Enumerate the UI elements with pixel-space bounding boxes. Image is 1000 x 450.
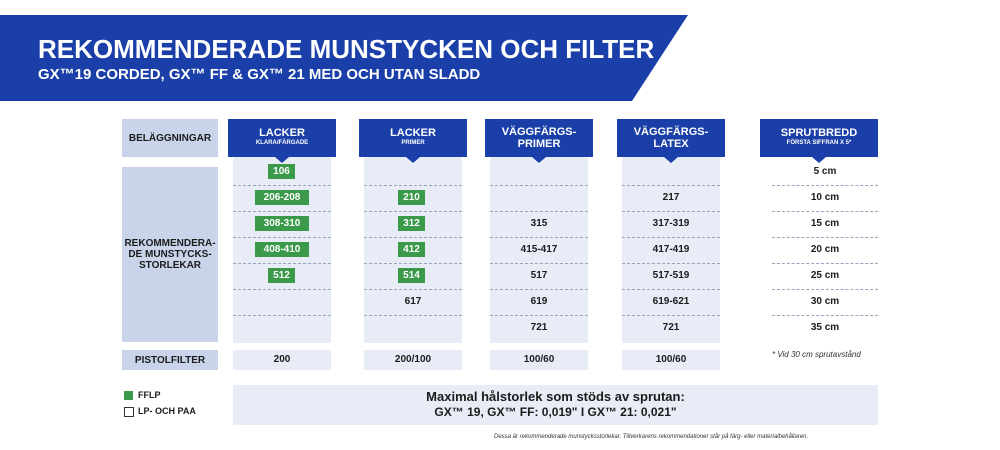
column-header-1-line2: KLARA/FÄRGADE (255, 140, 309, 146)
column-header-3 (485, 119, 593, 157)
column-header-4-line1: VÄGGFÄRGS- (633, 126, 709, 138)
column-header-1-line1: LACKER (259, 127, 305, 139)
row-divider (772, 289, 878, 290)
tip-size-cell: 617 (404, 296, 422, 307)
row-divider (622, 289, 720, 290)
tip-size-cell: 721 (662, 322, 680, 333)
filter-cell: 200 (233, 350, 331, 370)
column-header-3-line1: VÄGGFÄRGS- (501, 126, 577, 138)
row-divider (490, 289, 588, 290)
row-divider (772, 185, 878, 186)
row-divider (772, 263, 878, 264)
tip-size-cell: 517-519 (652, 270, 690, 281)
filter-cell: 200/100 (364, 350, 462, 370)
tip-size-cell: 417-419 (652, 244, 690, 255)
tip-size-cell: 619 (530, 296, 548, 307)
column-header-1 (228, 119, 336, 157)
row-divider (233, 263, 331, 264)
tip-size-cell: 315 (530, 218, 548, 229)
page-title: REKOMMENDERADE MUNSTYCKEN OCH FILTER (38, 34, 655, 64)
row-divider (233, 185, 331, 186)
column-header-2 (359, 119, 467, 157)
column-header-4-line2: LATEX (653, 138, 689, 150)
tip-size-badge: 210 (398, 190, 425, 205)
row-divider (233, 289, 331, 290)
header-pointer (812, 157, 826, 163)
row-divider (490, 185, 588, 186)
column-header-4 (617, 119, 725, 157)
tip-size-badge: 408-410 (255, 242, 309, 257)
legend-lp-swatch (124, 407, 134, 417)
row-divider (490, 211, 588, 212)
row-divider (622, 211, 720, 212)
row-divider (622, 263, 720, 264)
row-divider (364, 211, 462, 212)
max-orifice-line1: Maximal hålstorlek som stöds av sprutan: (426, 389, 685, 404)
tip-size-badge: 512 (268, 268, 295, 283)
column-header-2-line1: LACKER (390, 127, 436, 139)
tip-size-badge: 312 (398, 216, 425, 231)
tip-size-badge: 412 (398, 242, 425, 257)
page-subtitle: GX™19 CORDED, GX™ FF & GX™ 21 MED OCH UTAN SLADD (38, 66, 481, 83)
column-header-5-line1: SPRUTBREDD (780, 127, 858, 139)
gun-filter-label: PISTOLFILTER (122, 350, 218, 370)
spray-width-cell: 10 cm (810, 192, 840, 203)
row-divider (772, 237, 878, 238)
filter-cell: 100/60 (622, 350, 720, 370)
spray-width-cell: 5 cm (813, 166, 837, 177)
header-pointer (532, 157, 546, 163)
row-divider (233, 315, 331, 316)
row-divider (490, 237, 588, 238)
tip-size-cell: 721 (530, 322, 548, 333)
row-divider (772, 315, 878, 316)
row-divider (233, 211, 331, 212)
tip-size-badge: 106 (268, 164, 295, 179)
tip-size-cell: 317-319 (652, 218, 690, 229)
row-divider (364, 315, 462, 316)
legend-fflp-swatch (124, 391, 133, 400)
header-pointer (664, 157, 678, 163)
row-divider (364, 263, 462, 264)
filter-cell: 100/60 (490, 350, 588, 370)
tip-size-badge: 514 (398, 268, 425, 283)
tip-size-cell: 217 (662, 192, 680, 203)
row-divider (622, 185, 720, 186)
spray-width-cell: 25 cm (810, 270, 840, 281)
row-divider (622, 237, 720, 238)
spray-width-cell: 15 cm (810, 218, 840, 229)
column-header-2-line2: PRIMER (401, 140, 425, 146)
tip-size-cell: 415-417 (520, 244, 558, 255)
tip-size-cell: 517 (530, 270, 548, 281)
row-divider (364, 289, 462, 290)
footnote: Dessa är rekommenderade munstycksstorlekar. Tillverkarens rekommendationer står på färg- eller materialbehållaren. (494, 434, 809, 440)
tip-size-badge: 206-208 (255, 190, 309, 205)
tip-size-cell: 619-621 (652, 296, 690, 307)
row-divider (490, 315, 588, 316)
tip-size-badge: 308-310 (255, 216, 309, 231)
row-divider (364, 237, 462, 238)
column-header-3-line2: PRIMER (517, 138, 561, 150)
row-divider (772, 211, 878, 212)
column-header-5 (760, 119, 878, 157)
tip-sizes-label: REKOMMENDERA-DE MUNSTYCKS-STORLEKAR (122, 167, 218, 342)
row-divider (622, 315, 720, 316)
spray-width-cell: 30 cm (810, 296, 840, 307)
column-header-5-line2: FÖRSTA SIFFRAN X 5* (786, 140, 852, 146)
legend-fflp-label: FFLP (138, 390, 161, 400)
spray-distance-note: * Vid 30 cm sprutavstånd (772, 350, 861, 359)
spray-width-cell: 35 cm (810, 322, 840, 333)
header-pointer (275, 157, 289, 163)
row-divider (364, 185, 462, 186)
header-pointer (406, 157, 420, 163)
max-orifice-line2: GX™ 19, GX™ FF: 0,019" I GX™ 21: 0,021" (434, 405, 677, 419)
coatings-label: BELÄGGNINGAR (122, 119, 218, 157)
spray-width-cell: 20 cm (810, 244, 840, 255)
max-orifice-box (233, 385, 878, 425)
row-divider (490, 263, 588, 264)
row-divider (233, 237, 331, 238)
legend-lp-label: LP- OCH PAA (138, 406, 196, 416)
